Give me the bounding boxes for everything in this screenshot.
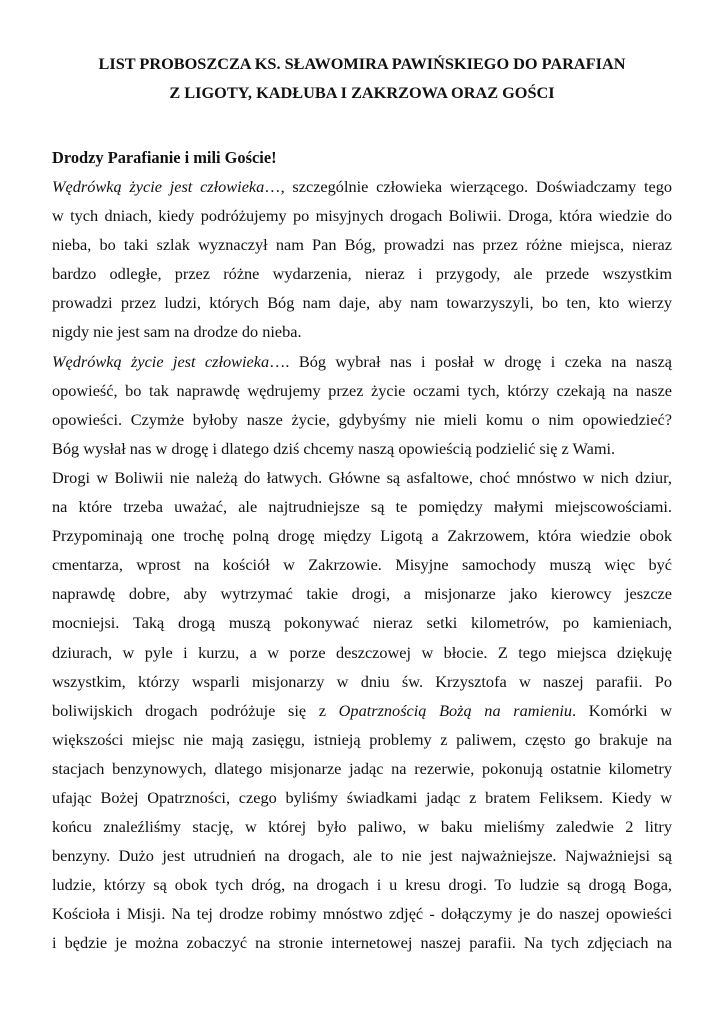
- title-line-2: Z LIGOTY, KADŁUBA I ZAKRZOWA ORAZ GOŚCI: [169, 82, 555, 102]
- text-line: dziurach, w pyle i kurzu, a w porze deszczowej w błocie. Z tego miejsca dziękuję: [52, 642, 672, 662]
- text-line: naprawdę dobre, aby wytrzymać takie drogi, a misjonarze jako kierowcy jeszcze: [52, 584, 672, 604]
- text-line: Przypominają one trochę polną drogę między Ligotą a Zakrzowem, która wiedzie obok: [52, 526, 672, 546]
- greeting: Drodzy Parafianie i mili Goście!: [52, 148, 277, 167]
- paragraph-3: [52, 463, 672, 958]
- text-line: wszystkim, którzy wsparli misjonarzy w dniu św. Krzysztofa w naszej parafii. Po: [52, 671, 672, 691]
- text-line: większości miejsc nie mają zasięgu, istnieją problemy z paliwem, często go brakuje na: [52, 729, 672, 749]
- text-line: stacjach benzynowych, dlatego misjonarze jadąc na rezerwie, pokonują ostatnie kilometry: [52, 758, 672, 778]
- text-line: prowadzi przez ludzi, których Bóg nam daje, aby nam towarzyszyli, bo ten, kto wierzy: [52, 293, 672, 313]
- letter-title: [52, 50, 672, 107]
- text-line: mocniejsi. Taką drogą muszą pokonywać nieraz setki kilometrów, po kamieniach,: [52, 613, 672, 633]
- text-line: Kościoła i Misji. Na tej drodze robimy mnóstwo zdjęć - dołączymy je do naszej opowieści: [52, 904, 672, 924]
- text-line: [52, 172, 672, 201]
- text-line: [52, 347, 672, 376]
- letter-page: [52, 50, 672, 958]
- text-run: boliwijskich drogach podróżuje się z: [52, 700, 339, 720]
- text-line: benzyny. Dużo jest utrudnień na drogach, ale to nie jest najważniejsze. Najważniejsi są: [52, 846, 672, 866]
- text-run: …. Bóg wybrał nas i posłał w drogę i czeka na naszą: [269, 351, 673, 371]
- text-line: opowieść, bo tak naprawdę wędrujemy przez życie oczami tych, którzy czekają na nasze: [52, 380, 672, 400]
- text-line: Drogi w Boliwii nie należą do łatwych. Główne są asfaltowe, choć mnóstwo w nich dziur,: [52, 467, 672, 487]
- text-line: [52, 696, 672, 725]
- italic-phrase: Opatrznością Bożą na ramieniu: [338, 700, 573, 720]
- text-line: cmentarza, wprost na kościół w Zakrzowie. Misyjne samochody muszą więc być: [52, 555, 672, 575]
- paragraph-1: [52, 172, 672, 347]
- italic-quote: Wędrówką życie jest człowieka: [52, 351, 270, 371]
- text-line: na które trzeba uważać, ale najtrudniejsze są te pomiędzy małymi miejscowościami.: [52, 497, 672, 517]
- text-line: i będzie je można zobaczyć na stronie internetowej naszej parafii. Na tych zdjęciach na: [52, 933, 672, 953]
- text-line: końcu znaleźliśmy stację, w której było paliwo, w baku mieliśmy zaledwie 2 litry: [52, 817, 672, 837]
- text-line: ludzie, którzy są obok tych dróg, na drogach i u kresu drogi. To ludzie są drogą Boga,: [52, 875, 672, 895]
- text-line: nigdy nie jest sam na drodze do nieba.: [52, 322, 302, 342]
- text-line: w tych dniach, kiedy podróżujemy po misyjnych drogach Boliwii. Droga, która wiedzie do: [52, 206, 672, 226]
- text-line: nieba, bo taki szlak wyznaczył nam Pan Bóg, prowadzi nas przez różne miejsca, nieraz: [52, 235, 672, 255]
- text-line: Bóg wysłał nas w drogę i dlatego dziś chcemy naszą opowieścią podzielić się z Wami.: [52, 438, 616, 458]
- text-line: opowieści. Czymże byłoby nasze życie, gdybyśmy nie mieli komu o nim opowiedzieć?: [52, 409, 672, 429]
- text-run: . Komórki w: [572, 700, 672, 720]
- paragraph-2: [52, 347, 672, 463]
- title-line-1: LIST PROBOSZCZA KS. SŁAWOMIRA PAWIŃSKIEGO DO PARAFIAN: [98, 54, 626, 73]
- text-line: ufając Bożej Opatrzności, czego byliśmy świadkami jadąc z bratem Feliksem. Kiedy w: [52, 787, 672, 807]
- text-run: …, szczególnie człowieka wierzącego. Doświadczamy tego: [264, 177, 672, 196]
- italic-quote: Wędrówką życie jest człowieka: [52, 177, 265, 196]
- text-line: bardzo odległe, przez różne wydarzenia, nieraz i przygody, ale przede wszystkim: [52, 264, 672, 284]
